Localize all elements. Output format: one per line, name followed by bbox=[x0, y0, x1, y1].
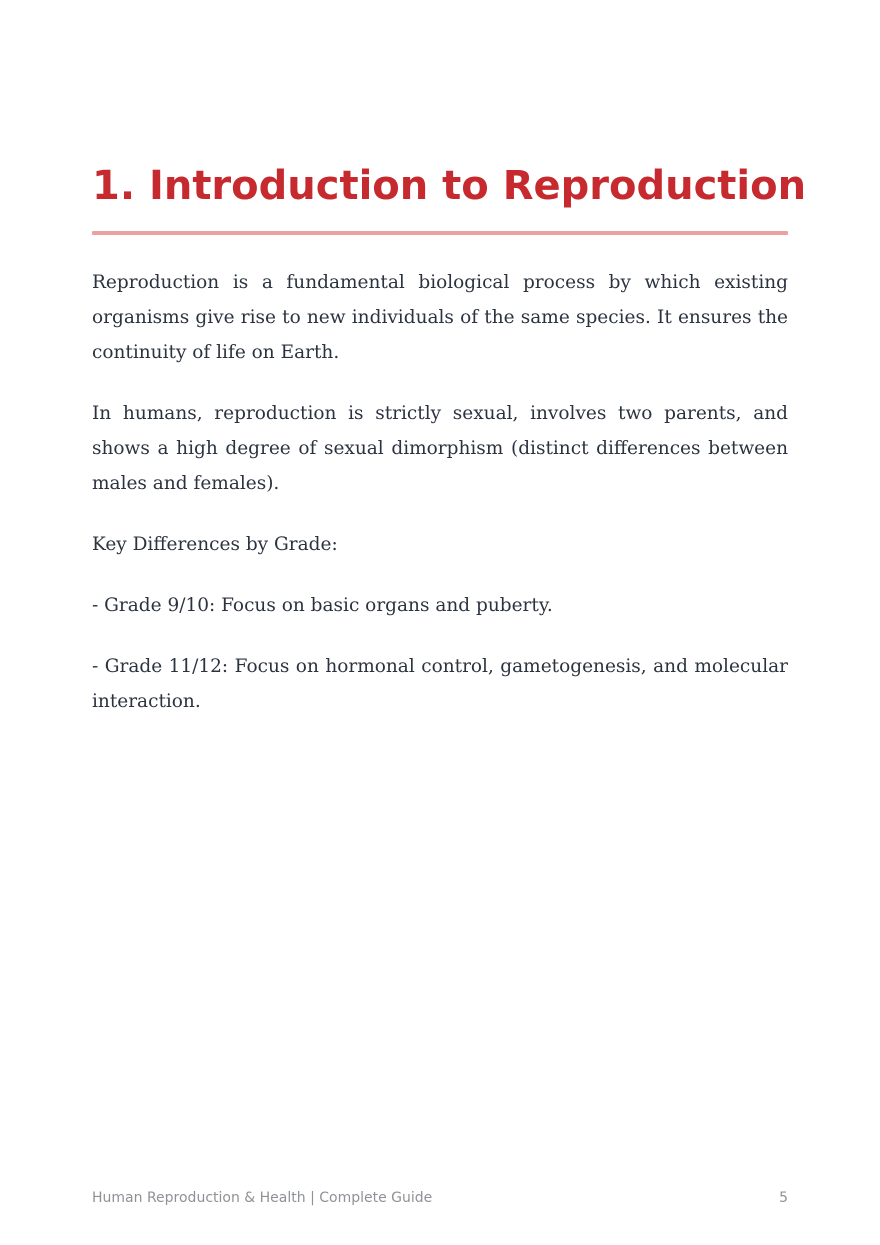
page-footer bbox=[92, 1188, 788, 1208]
paragraph-key-differences-heading: Key Differences by Grade: bbox=[92, 534, 338, 555]
page-content bbox=[92, 160, 807, 745]
paragraph-humans: In humans, reproduction is strictly sexual, involves two parents, and shows a high degree of sexual dimorphism (distinct differences between males and females). bbox=[92, 403, 788, 494]
paragraph-grade-11-12: - Grade 11/12: Focus on hormonal control, gametogenesis, and molecular interaction. bbox=[92, 656, 788, 712]
footer-guide-title: Human Reproduction & Health | Complete Guide bbox=[92, 1190, 433, 1206]
page-number: 5 bbox=[779, 1190, 788, 1206]
body-text bbox=[92, 265, 788, 719]
paragraph-grade-9-10: - Grade 9/10: Focus on basic organs and puberty. bbox=[92, 595, 553, 616]
paragraph-intro: Reproduction is a fundamental biological process by which existing organisms give rise to new individuals of the same species. It ensures the continuity of life on Earth. bbox=[92, 272, 788, 363]
title-divider bbox=[92, 231, 788, 235]
chapter-title: 1. Introduction to Reproduction bbox=[92, 163, 807, 209]
